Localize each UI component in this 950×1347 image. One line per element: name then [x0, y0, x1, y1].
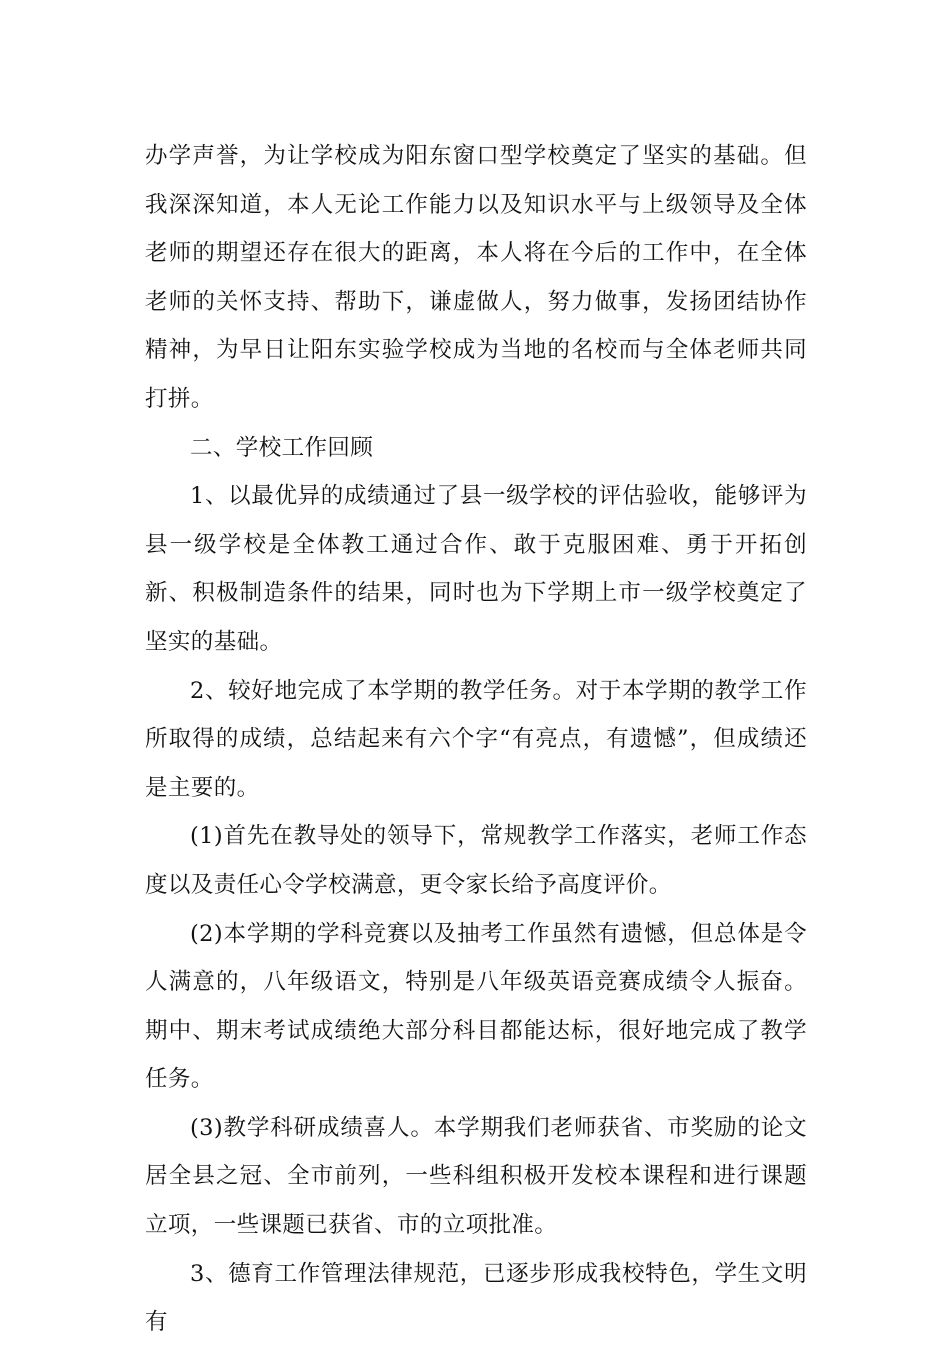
- document-body: [145, 132, 807, 1347]
- paragraph-school-reputation: 办学声誉，为让学校成为阳东窗口型学校奠定了坚实的基础。但我深深知道，本人无论工作能力以及知识水平与上级领导及全体老师的期望还存在很大的距离，本人将在今后的工作中，在全体老师的关怀支持、帮助下，谦虚做人，努力做事，发扬团结协作精神，为早日让阳东实验学校成为当地的名校而与全体老师共同打拼。: [145, 143, 807, 412]
- paragraph-item-1-evaluation: 1、以最优异的成绩通过了县一级学校的评估验收，能够评为县一级学校是全体教工通过合作、敢于克服困难、勇于开拓创新、积极制造条件的结果，同时也为下学期上市一级学校奠定了坚实的基础。: [145, 483, 807, 655]
- section-heading-work-review: 二、学校工作回顾: [190, 434, 374, 461]
- paragraph-item-3-moral-education: 3、德育工作管理法律规范，已逐步形成我校特色，学生文明有: [145, 1260, 807, 1336]
- paragraph-subitem-3-research: (3)教学科研成绩喜人。本学期我们老师获省、市奖励的论文居全县之冠、全市前列，一些科组积极开发校本课程和进行课题立项，一些课题已获省、市的立项批准。: [145, 1114, 807, 1239]
- paragraph-subitem-1-routine: (1)首先在教导处的领导下，常规教学工作落实，老师工作态度以及责任心令学校满意，更令家长给予高度评价。: [145, 823, 807, 898]
- paragraph-item-2-teaching: 2、较好地完成了本学期的教学任务。对于本学期的教学工作所取得的成绩，总结起来有六个字“有亮点，有遗憾”，但成绩还是主要的。: [145, 677, 807, 801]
- paragraph-subitem-2-competition: (2)本学期的学科竞赛以及抽考工作虽然有遗憾，但总体是令人满意的，八年级语文，特别是八年级英语竞赛成绩令人振奋。期中、期末考试成绩绝大部分科目都能达标，很好地完成了教学任务。: [145, 920, 807, 1093]
